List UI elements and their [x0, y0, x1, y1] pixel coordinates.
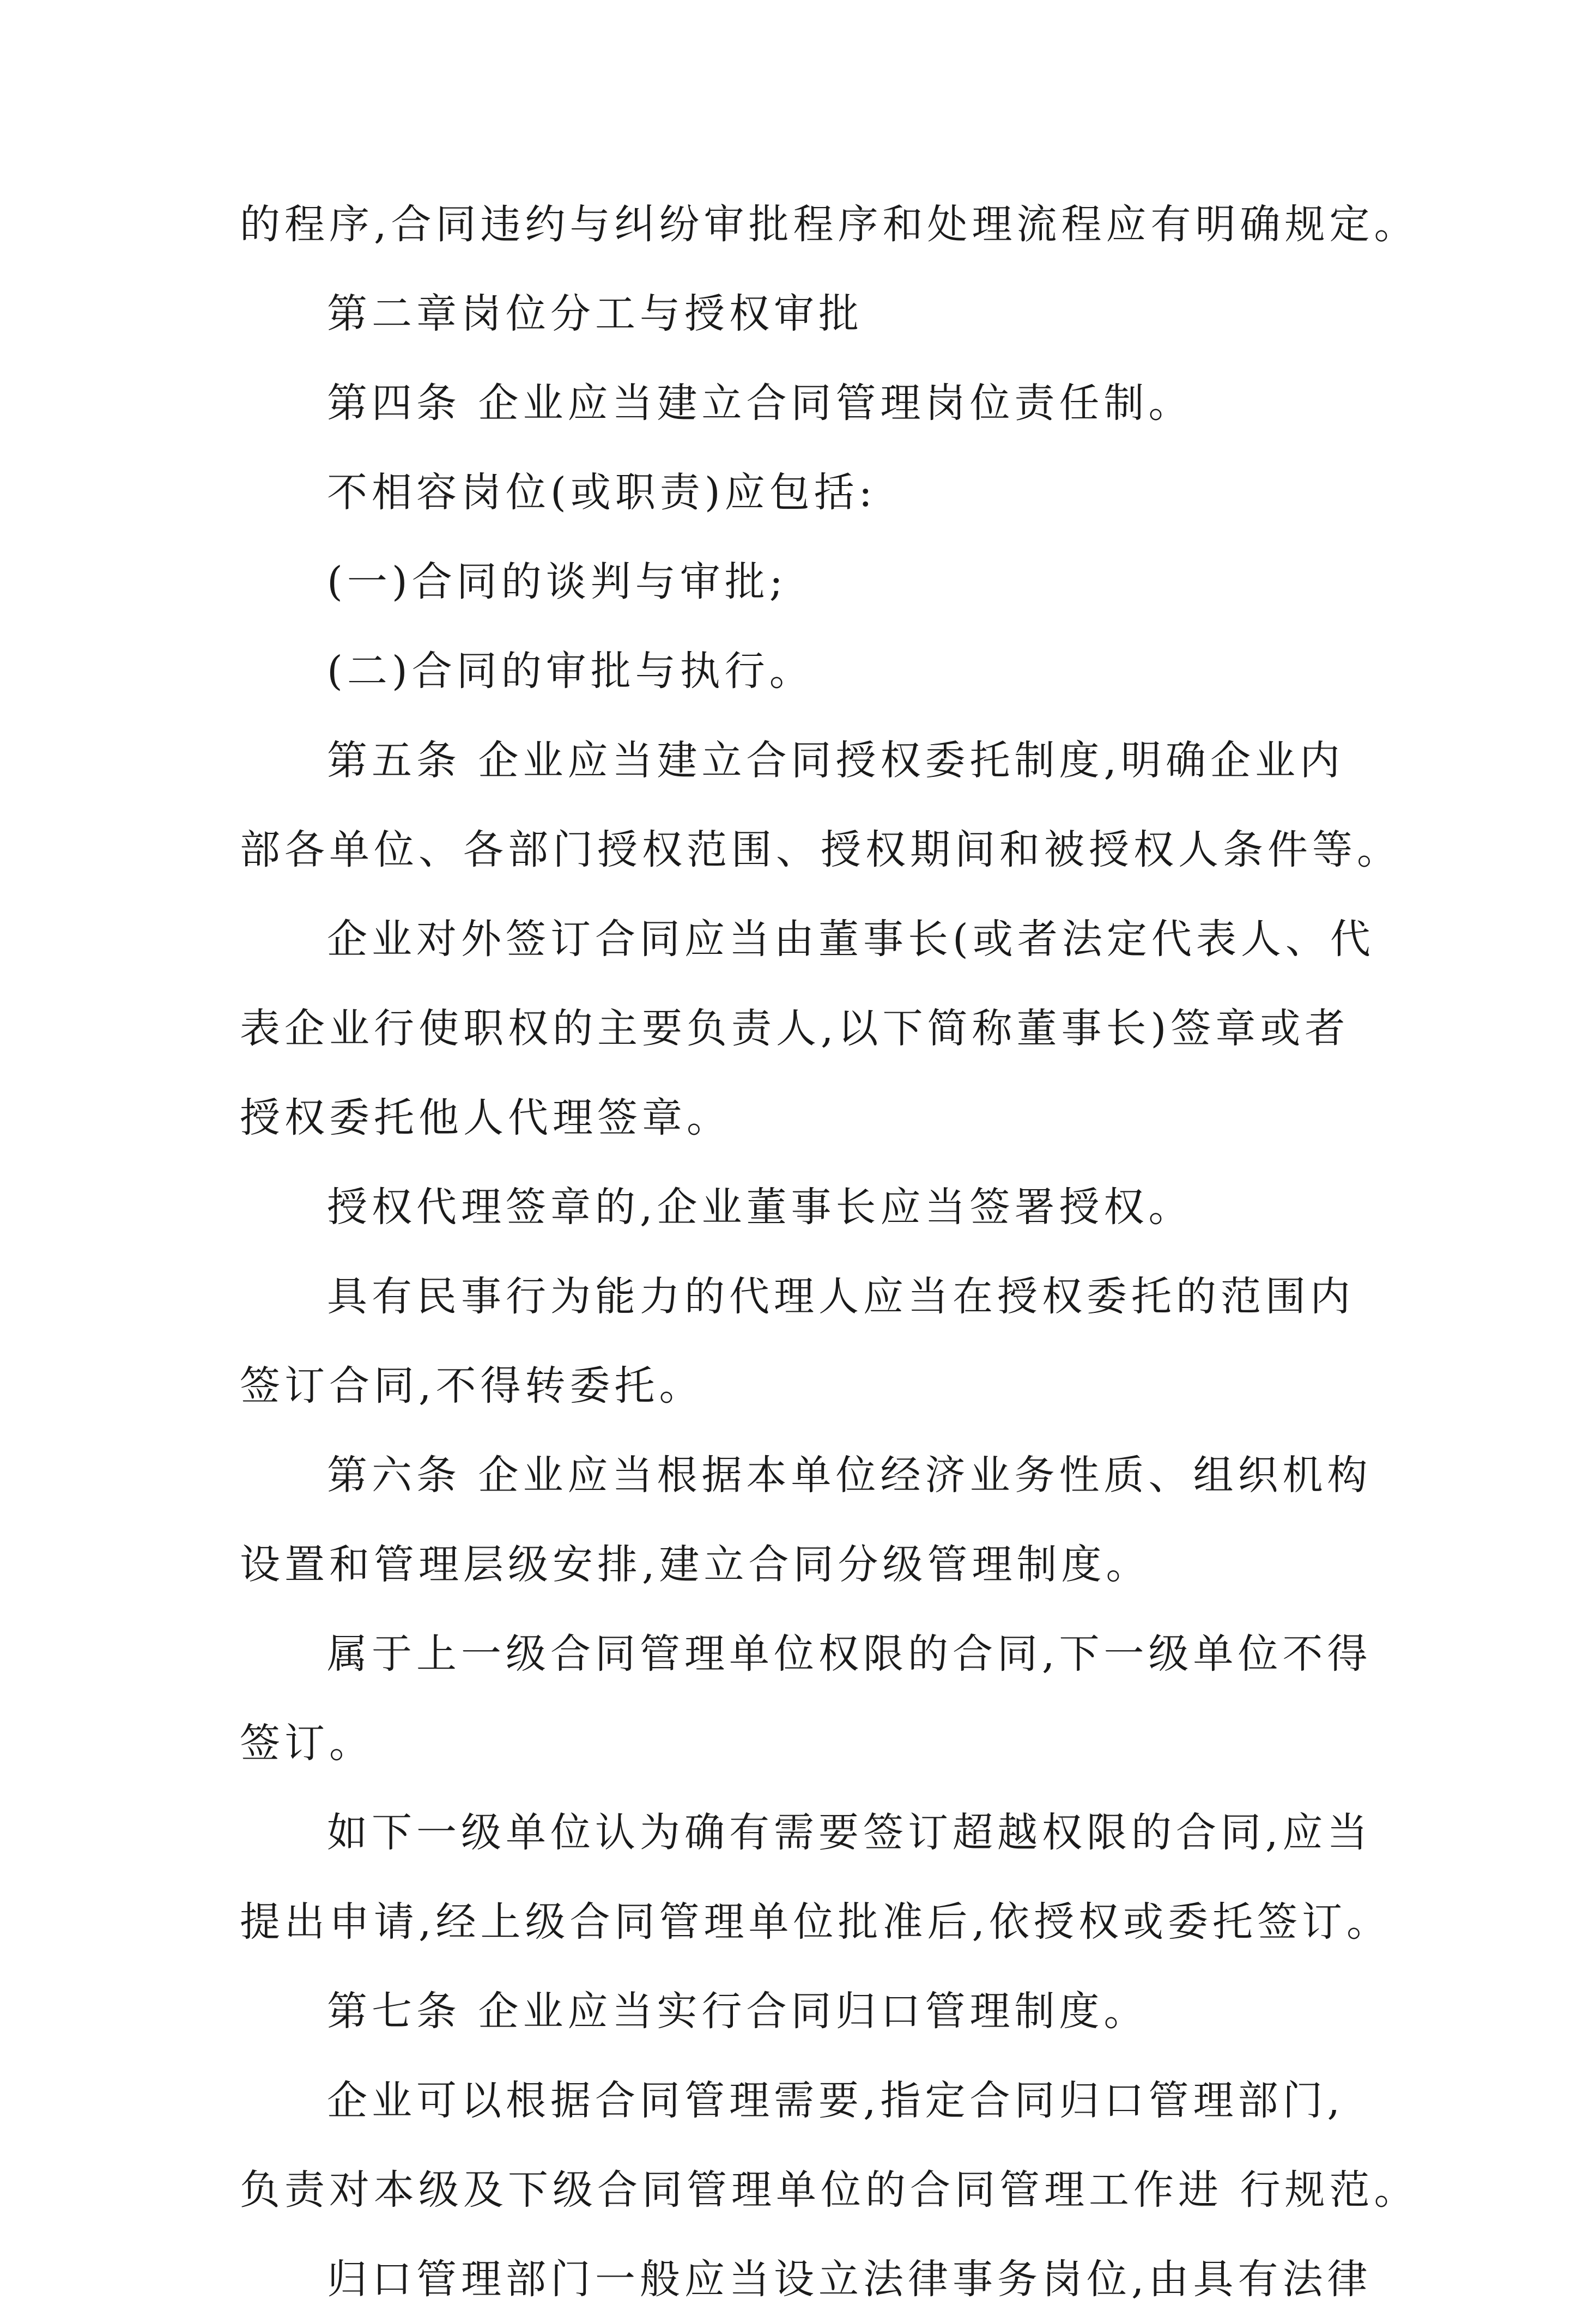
- text-line: 授权代理签章的,企业董事长应当签署授权。: [327, 1184, 1193, 1231]
- text-line: 表企业行使职权的主要负责人,以下简称董事长)签章或者: [240, 1005, 1350, 1052]
- text-line: 的程序,合同违约与纠纷审批程序和处理流程应有明确规定。: [240, 201, 1419, 248]
- text-line: 负责对本级及下级合同管理单位的合同管理工作进 行规范。: [240, 2167, 1419, 2213]
- text-line: 企业对外签订合同应当由董事长(或者法定代表人、代: [327, 916, 1375, 963]
- text-line: 第五条 企业应当建立合同授权委托制度,明确企业内: [327, 737, 1345, 784]
- text-line: 签订合同,不得转委托。: [240, 1362, 704, 1409]
- text-line: 属于上一级合同管理单位权限的合同,下一级单位不得: [327, 1631, 1372, 1677]
- text-line: 如下一级单位认为确有需要签订超越权限的合同,应当: [327, 1809, 1372, 1856]
- text-line: (一)合同的谈判与审批;: [327, 558, 787, 605]
- text-line: 第六条 企业应当根据本单位经济业务性质、组织机构: [327, 1452, 1372, 1499]
- text-line: 第七条 企业应当实行合同归口管理制度。: [327, 1988, 1149, 2035]
- text-line: 部各单位、各部门授权范围、授权期间和被授权人条件等。: [240, 826, 1402, 873]
- text-line: 不相容岗位(或职责)应包括:: [327, 469, 877, 516]
- text-line: 第二章岗位分工与授权审批: [327, 290, 863, 337]
- text-line: 企业可以根据合同管理需要,指定合同归口管理部门,: [327, 2077, 1345, 2124]
- text-line: 签订。: [240, 1720, 374, 1767]
- text-line: 具有民事行为能力的代理人应当在授权委托的范围内: [327, 1273, 1355, 1320]
- text-line: 提出申请,经上级合同管理单位批准后,依授权或委托签订。: [240, 1899, 1392, 1945]
- text-line: 归口管理部门一般应当设立法律事务岗位,由具有法律: [327, 2256, 1372, 2303]
- text-line: (二)合同的审批与执行。: [327, 648, 814, 695]
- text-line: 授权委托他人代理签章。: [240, 1094, 731, 1141]
- text-line: 设置和管理层级安排,建立合同分级管理制度。: [240, 1541, 1151, 1588]
- text-line: 第四条 企业应当建立合同管理岗位责任制。: [327, 380, 1193, 427]
- document-body: [240, 180, 1419, 2324]
